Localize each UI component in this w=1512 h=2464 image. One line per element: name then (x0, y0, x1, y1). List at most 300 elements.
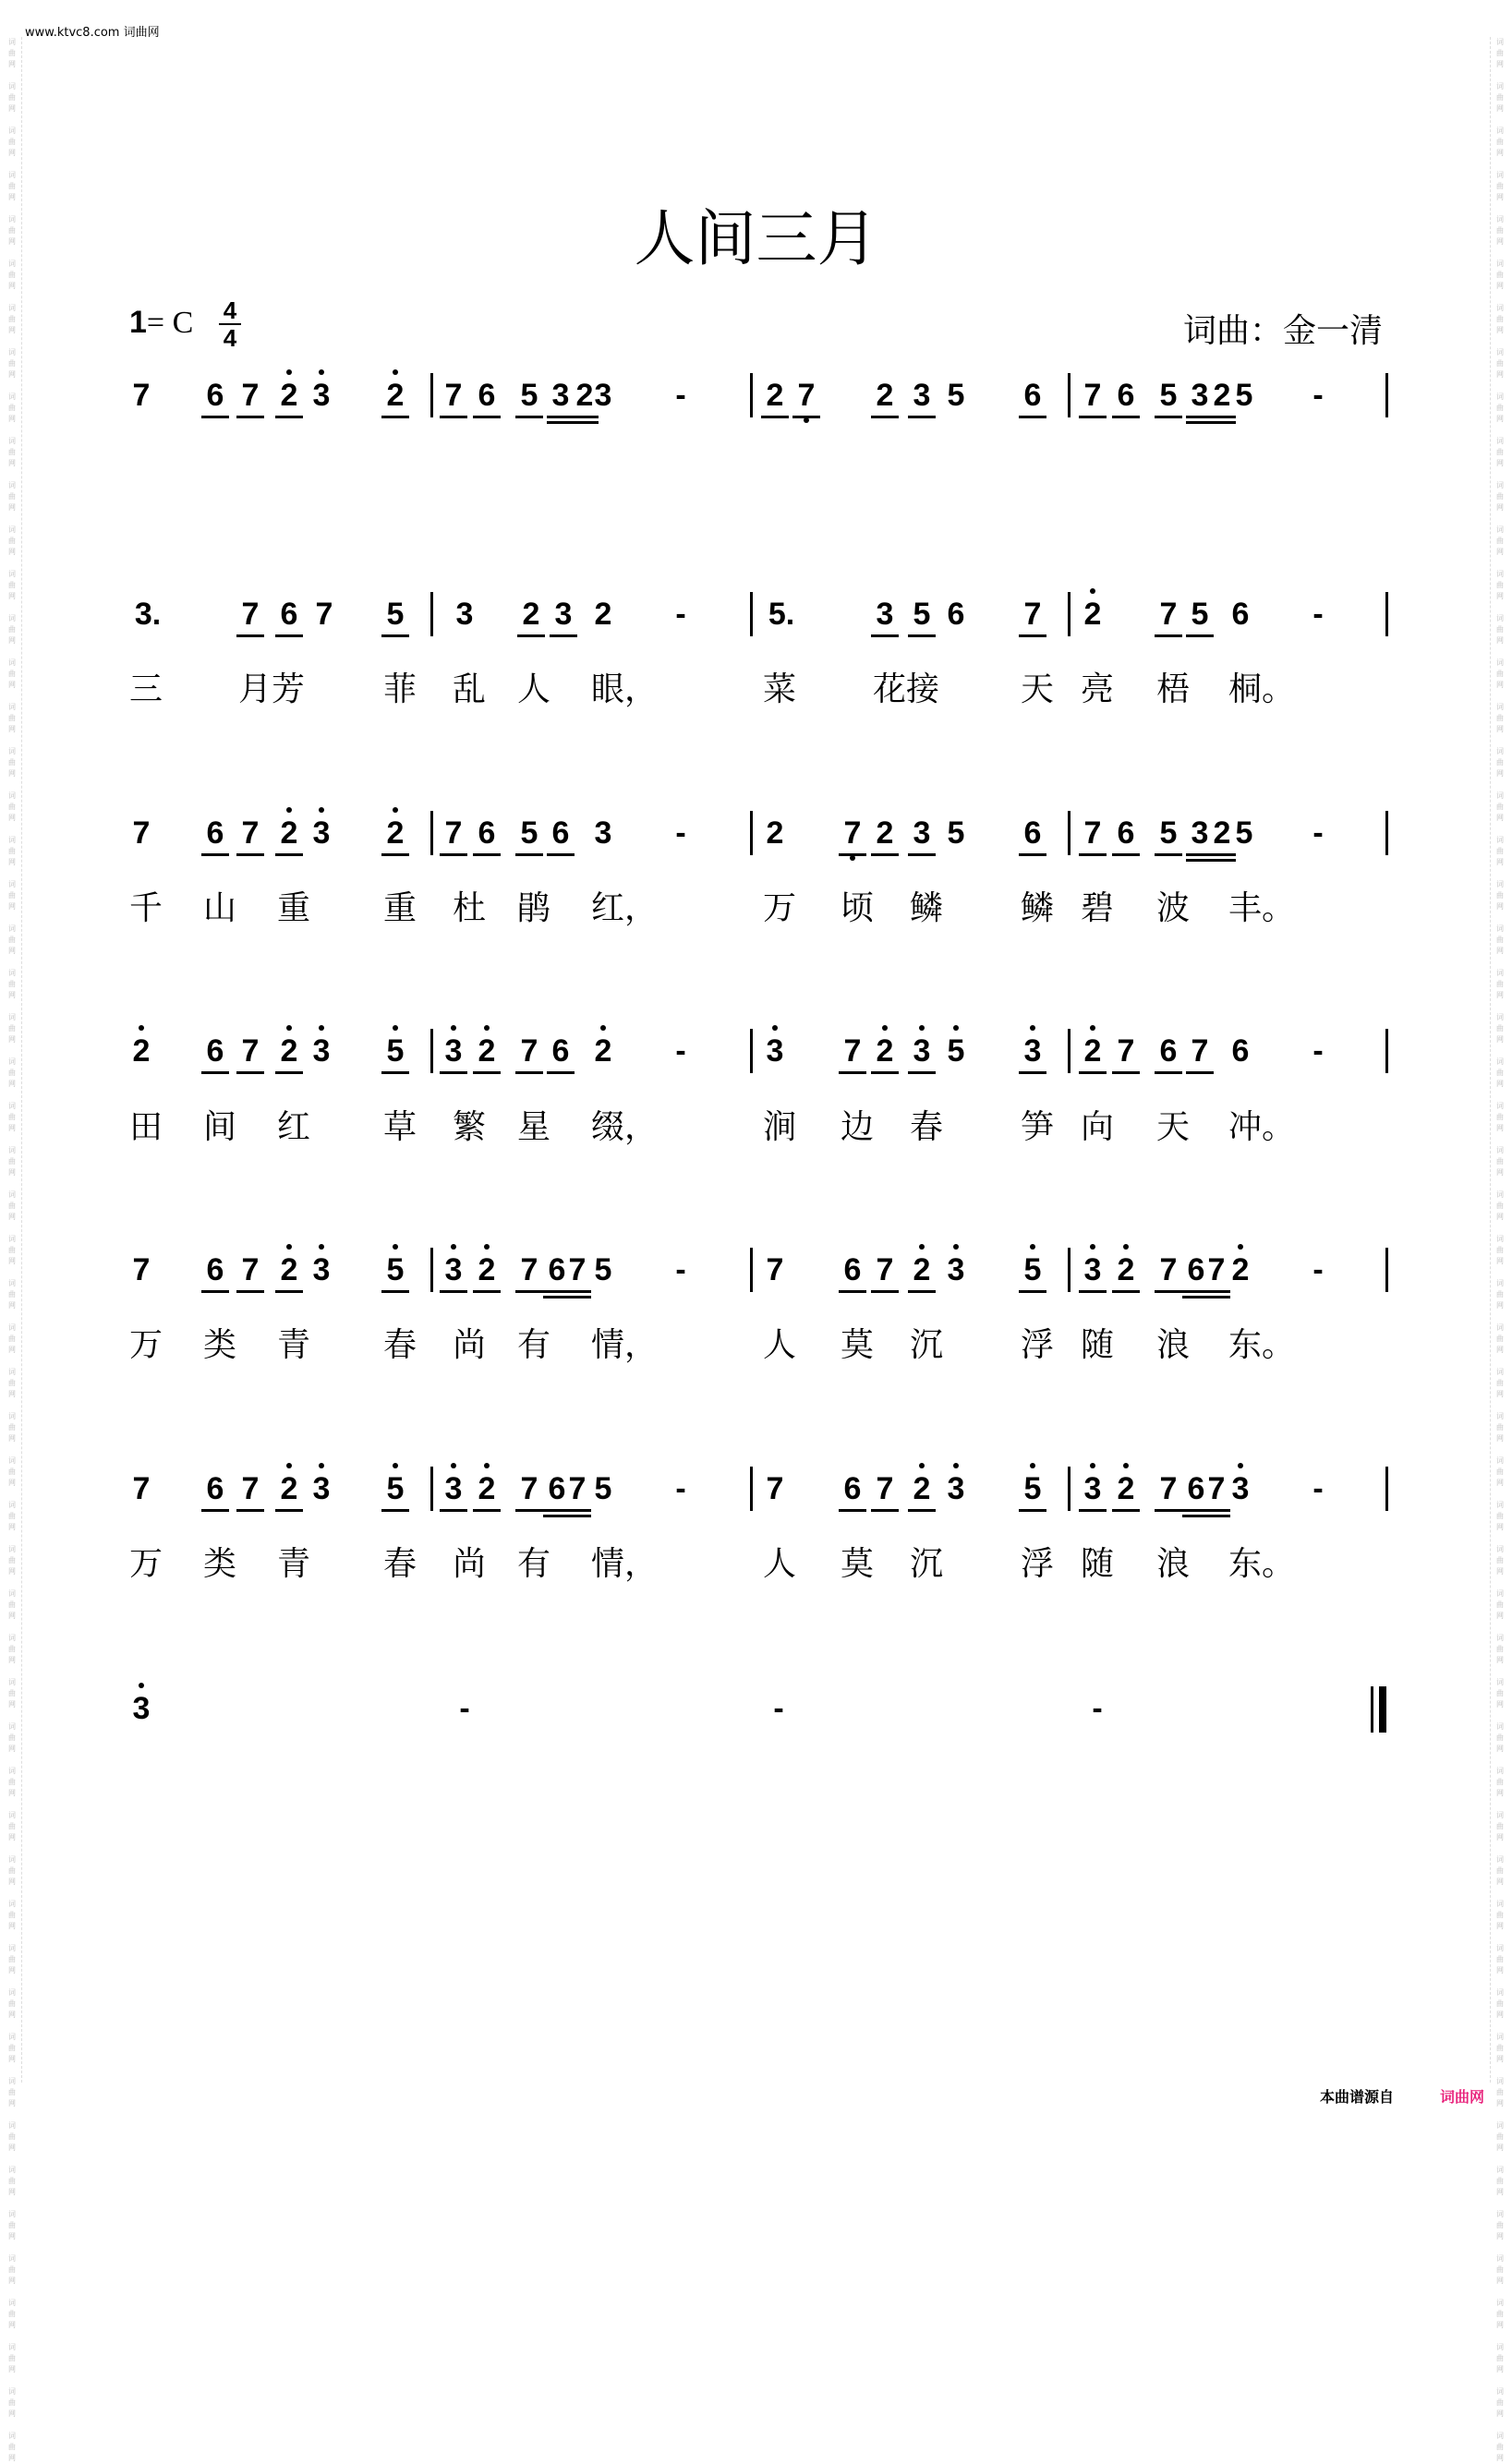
note: 7 (238, 815, 262, 852)
lyric-char: 浪 (1156, 1545, 1191, 1583)
octave-dot (319, 1025, 324, 1031)
lyric-char: 田 (129, 1108, 163, 1146)
lyric-char: 繁 (453, 1108, 487, 1146)
note: 3 (312, 1471, 331, 1506)
note: 3 (1081, 1251, 1105, 1288)
note: 3 (132, 1691, 151, 1726)
note: 3 (1081, 1470, 1105, 1507)
note: 5 (383, 1470, 407, 1507)
lyric-char: 笋 (1021, 1108, 1055, 1146)
note: 6 (1231, 1033, 1250, 1069)
dash: - (675, 815, 686, 851)
lyric-char: 春 (383, 1545, 417, 1583)
note: 7 (565, 1470, 589, 1507)
note: 5 (517, 377, 541, 414)
note: 6 (203, 1251, 227, 1288)
note: 2 (1114, 1470, 1138, 1507)
note: 5 (383, 1033, 407, 1069)
note: 2 (277, 1033, 301, 1069)
composer-credit: 词曲：金一清 (1182, 312, 1383, 350)
note: 3 (551, 596, 575, 633)
octave-dot (1030, 1463, 1035, 1468)
dash: - (1092, 1691, 1103, 1726)
octave-dot (286, 807, 292, 813)
lyric-char: 杜 (453, 889, 487, 927)
note: 7 (841, 815, 865, 852)
note: 3 (442, 1470, 466, 1507)
side-watermark-right: 词 曲 网 词 曲 网 词 曲 网 词 曲 网 词 曲 网 词 曲 网 词 曲 网 词 曲 网 词 曲 网 词 曲 网 词 曲 网 词 曲 网 词 曲 网 词 曲 网 词 曲 网 词 曲 网 词 曲 网 词 曲 网 词 曲 网 词 曲 网 词 曲 网 词 曲 网 词 曲 网 词 曲 网 词 曲 网 词 曲 网 词 曲 网 词 曲 网 词 曲 网 词 曲 网 词 曲 网 词 曲 网 词 曲 网 词 曲 网 词 曲 网 词 曲 网 词 曲 网 词 曲 网 词 曲 网 词 曲 网 词 曲 网 词 曲 网 词 曲 网 词 曲 网 词 曲 网 词 曲 网 词 曲 网 词 曲 网 词 曲 网 词 曲 网 词 曲 网 词 曲 网 词 曲 网 词 曲 网 词 曲 网 (1490, 37, 1509, 2083)
note: 7 (1156, 1251, 1180, 1288)
note: 2 (519, 596, 543, 633)
note: 3 (910, 377, 934, 414)
lyric-char: 青 (277, 1545, 311, 1583)
barline (750, 592, 753, 636)
note: 7 (238, 596, 262, 633)
lyric-char: 重 (277, 889, 311, 927)
note: 3 (1021, 1033, 1045, 1069)
note: 6 (277, 596, 301, 633)
lyric-char: 春 (383, 1326, 417, 1364)
note: 2 (573, 377, 597, 414)
note: 5 (594, 1252, 612, 1287)
note: 6 (1231, 597, 1250, 632)
note: 6 (545, 1470, 569, 1507)
note: 3 (442, 1251, 466, 1288)
key-text: = C (146, 306, 194, 340)
barline (430, 373, 433, 417)
barline (1068, 1029, 1070, 1073)
note: 5 (594, 1471, 612, 1506)
song-title: 人间三月 (634, 203, 878, 274)
octave-dot (1090, 588, 1095, 594)
note: 6 (203, 377, 227, 414)
note: 5 (947, 378, 965, 413)
octave-dot (139, 1025, 144, 1031)
octave-dot (1090, 1244, 1095, 1250)
note: 2 (277, 1251, 301, 1288)
octave-dot (919, 1463, 925, 1468)
note: 5 (1021, 1251, 1045, 1288)
octave-dot (953, 1463, 959, 1468)
footer (1320, 2085, 1484, 2107)
octave-dot (451, 1025, 456, 1031)
octave-dot (1030, 1025, 1035, 1031)
header-url[interactable]: www.ktvc8.com 词曲网 (25, 26, 160, 40)
lyric-char: 东。 (1228, 1326, 1296, 1364)
meter-bottom: 4 (219, 323, 241, 351)
barline (1068, 1467, 1070, 1511)
note: 3. (134, 597, 162, 632)
lyric-char: 碧 (1081, 889, 1115, 927)
note: 7 (794, 377, 818, 414)
note: 2 (1210, 377, 1234, 414)
barline (1385, 1248, 1388, 1292)
note: 7 (1156, 596, 1180, 633)
barline (430, 592, 433, 636)
lyric-char: 万 (129, 1326, 163, 1364)
dash: - (675, 1471, 686, 1506)
note: 3 (594, 378, 612, 413)
lyric-char: 花接 (873, 670, 940, 708)
note: 5 (1156, 815, 1180, 852)
lyric-char: 重 (383, 889, 417, 927)
octave-dot (286, 1244, 292, 1250)
barline (430, 1029, 433, 1073)
note: 3 (312, 1033, 331, 1069)
note: 2 (277, 377, 301, 414)
octave-dot (286, 1463, 292, 1468)
lyric-char: 三 (129, 670, 163, 708)
key-tonic: 1 (129, 305, 147, 340)
key-signature (129, 305, 193, 341)
octave-dot (919, 1244, 925, 1250)
note: 2 (475, 1251, 499, 1288)
note: 7 (132, 1252, 151, 1287)
lyric-char: 鳞 (910, 889, 944, 927)
dash: - (1312, 597, 1324, 632)
final-barline (1371, 1686, 1373, 1733)
note: 7 (238, 1251, 262, 1288)
lyric-char: 千 (129, 889, 163, 927)
note: 7 (238, 1470, 262, 1507)
lyric-char: 菜 (763, 670, 797, 708)
note: 2 (383, 377, 407, 414)
lyric-char: 万 (129, 1545, 163, 1583)
lyric-char: 人 (763, 1545, 797, 1583)
note: 3 (873, 596, 897, 633)
note: 7 (766, 1252, 784, 1287)
octave-dot (1090, 1463, 1095, 1468)
time-signature (219, 297, 241, 351)
dash: - (773, 1691, 784, 1726)
octave-dot (600, 1025, 606, 1031)
note: 2 (475, 1470, 499, 1507)
lyric-char: 莫 (841, 1545, 875, 1583)
octave-dot (953, 1025, 959, 1031)
note: 7 (238, 377, 262, 414)
note: 6 (1114, 815, 1138, 852)
octave-dot (1030, 1244, 1035, 1250)
note: 6 (545, 1251, 569, 1288)
note: 7 (1156, 1470, 1180, 1507)
note: 6 (475, 815, 499, 852)
note: 7 (1081, 815, 1105, 852)
note: 5 (1021, 1470, 1045, 1507)
note: 7 (1188, 1033, 1212, 1069)
note: 6 (203, 815, 227, 852)
lyric-char: 万 (763, 889, 797, 927)
note: 2 (475, 1033, 499, 1069)
dash: - (459, 1691, 470, 1726)
note: 7 (841, 1033, 865, 1069)
lyric-char: 冲。 (1228, 1108, 1296, 1146)
note: 2 (910, 1251, 934, 1288)
low-octave-dot (804, 417, 809, 423)
note: 7 (1021, 596, 1045, 633)
note: 6 (1184, 1470, 1208, 1507)
barline (430, 811, 433, 855)
lyric-char: 间 (203, 1108, 237, 1146)
footer-brand[interactable]: 词曲网 (1439, 2088, 1484, 2106)
note: 6 (475, 377, 499, 414)
octave-dot (319, 807, 324, 813)
lyric-char: 尚 (453, 1545, 487, 1583)
barline (1068, 592, 1070, 636)
barline (1385, 373, 1388, 417)
note: 3 (455, 597, 474, 632)
note: 3 (910, 1033, 934, 1069)
octave-dot (393, 369, 398, 375)
barline (1068, 373, 1070, 417)
lyric-char: 梧 (1156, 670, 1191, 708)
note: 6 (1156, 1033, 1180, 1069)
note: 2 (1210, 815, 1234, 852)
lyric-char: 天 (1156, 1108, 1191, 1146)
barline (1385, 592, 1388, 636)
lyric-char: 情， (591, 1326, 659, 1364)
note: 2 (873, 1033, 897, 1069)
lyric-char: 红， (591, 889, 659, 927)
dash: - (1312, 815, 1324, 851)
lyric-char: 鹃 (517, 889, 551, 927)
note: 7 (1114, 1033, 1138, 1069)
lyric-char: 青 (277, 1326, 311, 1364)
note: 5 (517, 815, 541, 852)
note: 3 (910, 815, 934, 852)
note: 3 (442, 1033, 466, 1069)
octave-dot (953, 1244, 959, 1250)
octave-dot (484, 1463, 490, 1468)
lyric-char: 浪 (1156, 1326, 1191, 1364)
lyric-char: 天 (1021, 670, 1055, 708)
note: 7 (517, 1470, 541, 1507)
note: 6 (203, 1033, 227, 1069)
note: 2 (132, 1033, 151, 1069)
footer-source: 本曲谱源自 (1319, 2088, 1394, 2106)
note: 3 (312, 815, 331, 851)
note: 2 (1231, 1252, 1250, 1287)
note: 5 (1156, 377, 1180, 414)
note: 6 (841, 1251, 865, 1288)
note: 5. (768, 597, 795, 632)
lyric-char: 红 (277, 1108, 311, 1146)
octave-dot (393, 1025, 398, 1031)
lyric-char: 春 (910, 1108, 944, 1146)
dash: - (1312, 1033, 1324, 1069)
note: 3 (766, 1033, 784, 1069)
note: 3 (594, 815, 612, 851)
octave-dot (139, 1683, 144, 1688)
note: 5 (1235, 378, 1253, 413)
dash: - (1312, 1471, 1324, 1506)
lyric-char: 丰。 (1228, 889, 1296, 927)
barline (750, 1248, 753, 1292)
dash: - (1312, 378, 1324, 413)
note: 7 (873, 1251, 897, 1288)
lyric-char: 乱 (453, 670, 487, 708)
note: 5 (1235, 815, 1253, 851)
barline (750, 1029, 753, 1073)
dash: - (675, 378, 686, 413)
lyric-char: 浮 (1021, 1545, 1055, 1583)
note: 7 (132, 815, 151, 851)
octave-dot (393, 1463, 398, 1468)
lyric-char: 类 (203, 1545, 237, 1583)
note: 2 (594, 597, 612, 632)
lyric-char: 草 (383, 1108, 417, 1146)
barline (1068, 811, 1070, 855)
lyric-char: 顷 (841, 889, 875, 927)
lyric-char: 人 (763, 1326, 797, 1364)
octave-dot (393, 807, 398, 813)
barline (430, 1248, 433, 1292)
barline (1385, 1029, 1388, 1073)
note: 6 (549, 1033, 573, 1069)
note: 7 (766, 1471, 784, 1506)
lyric-char: 有 (517, 1545, 551, 1583)
lyric-char: 浮 (1021, 1326, 1055, 1364)
octave-dot (484, 1025, 490, 1031)
octave-dot (882, 1025, 888, 1031)
lyric-char: 尚 (453, 1326, 487, 1364)
note: 2 (1114, 1251, 1138, 1288)
lyric-char: 莫 (841, 1326, 875, 1364)
note: 5 (947, 815, 965, 851)
dash: - (675, 1033, 686, 1069)
note: 2 (277, 1470, 301, 1507)
meter-top: 4 (223, 296, 237, 324)
note: 7 (315, 597, 333, 632)
lyric-char: 星 (517, 1108, 551, 1146)
note: 2 (910, 1470, 934, 1507)
note: 2 (873, 377, 897, 414)
lyric-char: 随 (1081, 1545, 1115, 1583)
octave-dot (772, 1025, 778, 1031)
note: 6 (549, 815, 573, 852)
note: 3 (1188, 815, 1212, 852)
octave-dot (919, 1025, 925, 1031)
note: 3 (549, 377, 573, 414)
note: 7 (1204, 1251, 1228, 1288)
barline (430, 1467, 433, 1511)
octave-dot (319, 1463, 324, 1468)
octave-dot (1090, 1025, 1095, 1031)
note: 7 (442, 377, 466, 414)
lyric-char: 向 (1081, 1108, 1115, 1146)
note: 5 (947, 1033, 965, 1069)
barline (750, 373, 753, 417)
lyric-char: 缀， (591, 1108, 659, 1146)
note: 7 (517, 1251, 541, 1288)
final-barline (1379, 1686, 1386, 1733)
note: 2 (1083, 597, 1102, 632)
note: 6 (203, 1470, 227, 1507)
lyric-char: 沉 (910, 1326, 944, 1364)
barline (750, 1467, 753, 1511)
note: 2 (594, 1033, 612, 1069)
note: 7 (238, 1033, 262, 1069)
dash: - (675, 1252, 686, 1287)
octave-dot (286, 1025, 292, 1031)
note: 2 (383, 815, 407, 852)
lyric-char: 东。 (1228, 1545, 1296, 1583)
octave-dot (1123, 1244, 1129, 1250)
low-octave-dot (850, 855, 855, 861)
octave-dot (1238, 1244, 1243, 1250)
lyric-char: 类 (203, 1326, 237, 1364)
lyric-char: 鳞 (1021, 889, 1055, 927)
note: 2 (763, 377, 787, 414)
note: 5 (383, 1251, 407, 1288)
note: 7 (565, 1251, 589, 1288)
barline (1385, 1467, 1388, 1511)
lyric-char: 菲 (383, 670, 417, 708)
lyric-char: 边 (841, 1108, 875, 1146)
octave-dot (1238, 1463, 1243, 1468)
dash: - (1312, 1252, 1324, 1287)
barline (1385, 811, 1388, 855)
lyric-char: 月芳 (238, 670, 306, 708)
note: 2 (766, 815, 784, 851)
note: 6 (1021, 377, 1045, 414)
note: 6 (1021, 815, 1045, 852)
octave-dot (484, 1244, 490, 1250)
octave-dot (319, 1244, 324, 1250)
lyric-char: 桐。 (1228, 670, 1296, 708)
note: 5 (1188, 596, 1212, 633)
lyric-char: 随 (1081, 1326, 1115, 1364)
note: 3 (312, 1252, 331, 1287)
dash: - (675, 597, 686, 632)
note: 6 (841, 1470, 865, 1507)
note: 7 (442, 815, 466, 852)
octave-dot (319, 369, 324, 375)
note: 6 (1114, 377, 1138, 414)
note: 5 (383, 596, 407, 633)
lyric-char: 波 (1156, 889, 1191, 927)
octave-dot (451, 1244, 456, 1250)
note: 7 (132, 378, 151, 413)
note: 2 (1081, 1033, 1105, 1069)
lyric-char: 涧 (763, 1108, 797, 1146)
side-watermark-left: 词 曲 网 词 曲 网 词 曲 网 词 曲 网 词 曲 网 词 曲 网 词 曲 网 词 曲 网 词 曲 网 词 曲 网 词 曲 网 词 曲 网 词 曲 网 词 曲 网 词 曲 网 词 曲 网 词 曲 网 词 曲 网 词 曲 网 词 曲 网 词 曲 网 词 曲 网 词 曲 网 词 曲 网 词 曲 网 词 曲 网 词 曲 网 词 曲 网 词 曲 网 词 曲 网 词 曲 网 词 曲 网 词 曲 网 词 曲 网 词 曲 网 词 曲 网 词 曲 网 词 曲 网 词 曲 网 词 曲 网 词 曲 网 词 曲 网 词 曲 网 词 曲 网 词 曲 网 词 曲 网 词 曲 网 词 曲 网 词 曲 网 词 曲 网 词 曲 网 词 曲 网 词 曲 网 词 曲 网 词 曲 网 (3, 37, 22, 2083)
note: 2 (873, 815, 897, 852)
lyric-char: 山 (203, 889, 237, 927)
octave-dot (286, 369, 292, 375)
barline (1068, 1248, 1070, 1292)
note: 2 (277, 815, 301, 852)
octave-dot (451, 1463, 456, 1468)
note: 3 (947, 1252, 965, 1287)
lyric-char: 有 (517, 1326, 551, 1364)
note: 7 (517, 1033, 541, 1069)
note: 7 (1204, 1470, 1228, 1507)
note: 5 (910, 596, 934, 633)
lyric-char: 眼， (591, 670, 659, 708)
octave-dot (1123, 1463, 1129, 1468)
lyric-char: 亮 (1081, 670, 1115, 708)
octave-dot (393, 1244, 398, 1250)
note: 3 (1188, 377, 1212, 414)
note: 7 (1081, 377, 1105, 414)
lyric-char: 情， (591, 1545, 659, 1583)
lyric-char: 沉 (910, 1545, 944, 1583)
note: 3 (312, 378, 331, 413)
note: 7 (873, 1470, 897, 1507)
lyric-char: 人 (517, 670, 551, 708)
note: 7 (132, 1471, 151, 1506)
note: 6 (947, 597, 965, 632)
